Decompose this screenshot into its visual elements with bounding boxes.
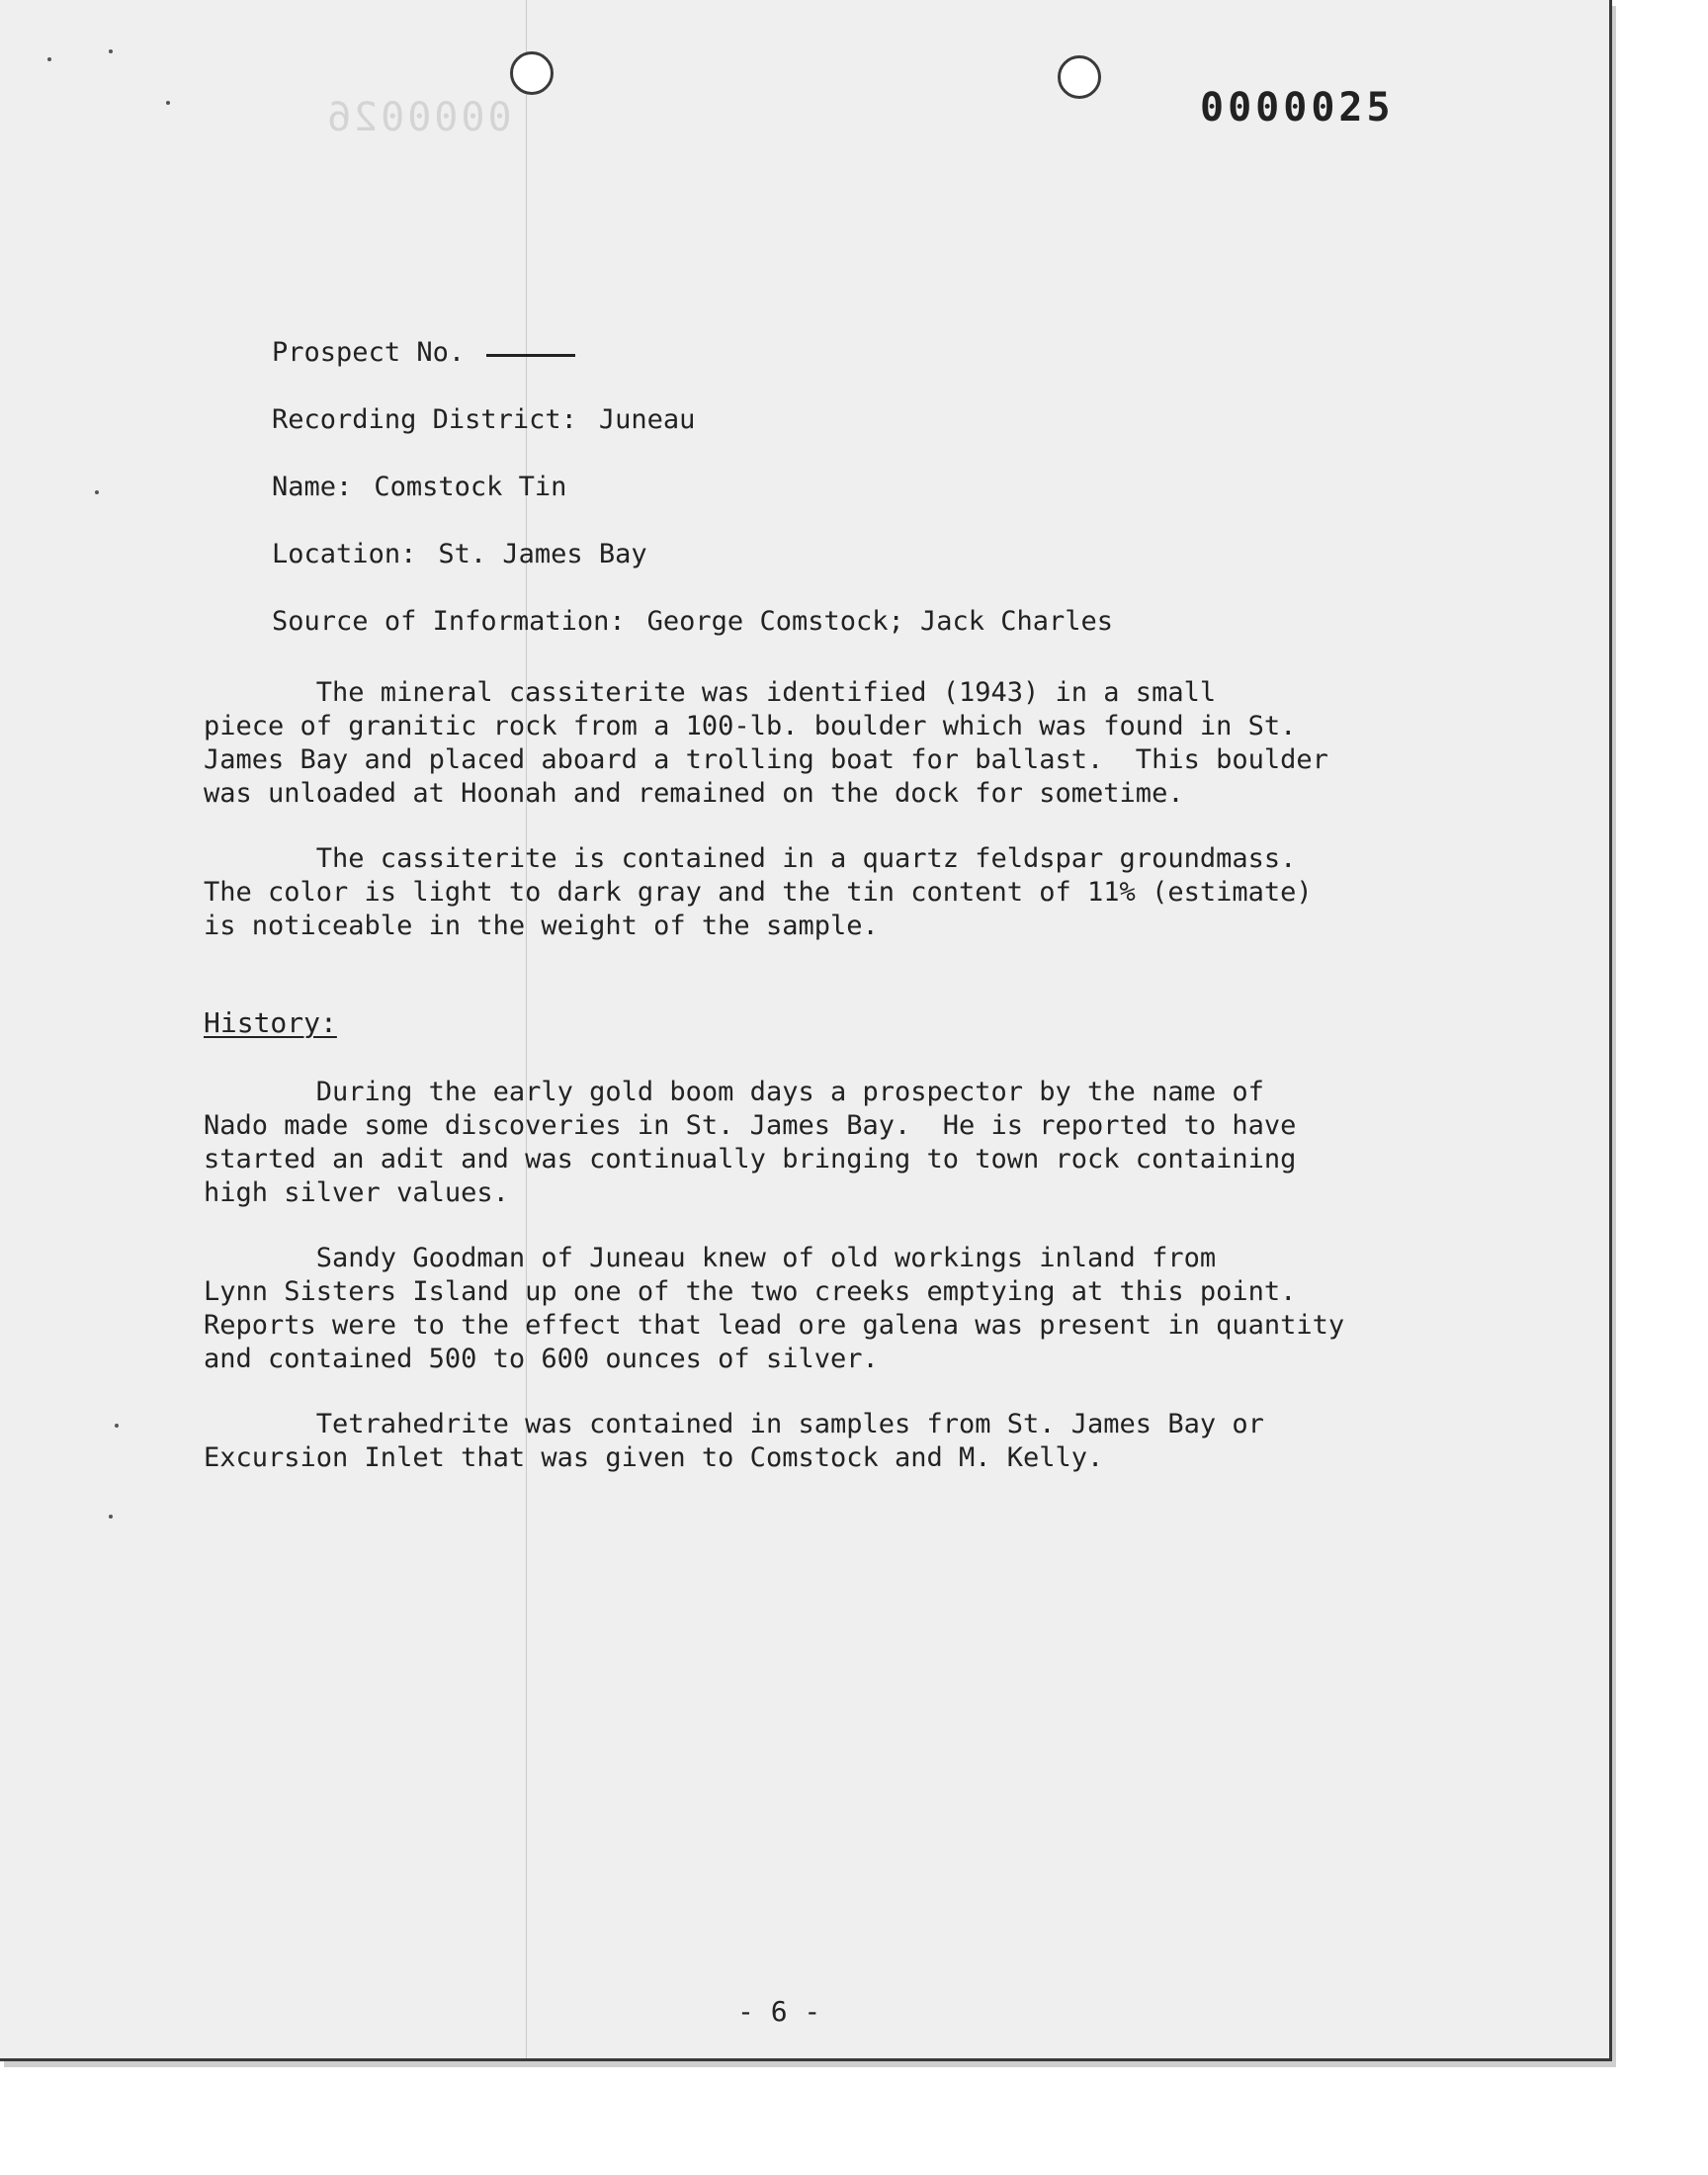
source-value: George Comstock; Jack Charles: [646, 606, 1114, 637]
body-paragraph: The mineral cassiterite was identified (1943) in a small piece of granitic rock from a 100-lb. boulder which was found in St. James Bay and placed aboard a trolling boat for ballast. This boulder was unloaded at Hoonah and remained on the dock for sometime.: [204, 677, 1328, 809]
name-label: Name:: [272, 472, 353, 502]
location-label: Location:: [272, 539, 417, 569]
scan-speck: [109, 49, 113, 53]
scan-speck: [166, 101, 170, 105]
page-number: - 6 -: [737, 1995, 821, 2028]
body-paragraph: The cassiterite is contained in a quartz feldspar groundmass. The color is light to dark gray and the tin content of 11% (estimate) is noticeable in the weight of the sample.: [204, 843, 1313, 941]
prospect-number-label: Prospect No.: [272, 337, 466, 368]
scan-speck: [109, 1515, 113, 1519]
history-paragraph: Tetrahedrite was contained in samples from St. James Bay or Excursion Inlet that was given to Comstock and M. Kelly.: [204, 1409, 1264, 1473]
scan-speck: [115, 1424, 119, 1428]
history-heading: History:: [204, 1006, 337, 1039]
recording-district-label: Recording District:: [272, 404, 577, 435]
scan-speck: [95, 490, 99, 494]
location-value: St. James Bay: [438, 539, 647, 569]
punch-hole-left: [510, 51, 554, 95]
name-value: Comstock Tin: [374, 472, 567, 502]
source-field: [208, 575, 1113, 667]
scan-speck: [47, 57, 51, 61]
recording-district-value: Juneau: [598, 404, 696, 435]
history-paragraph: During the early gold boom days a prospector by the name of Nado made some discoveries in St. James Bay. He is reported to have started an adit and was continually bringing to town rock containing high silver values.: [204, 1077, 1297, 1208]
history-paragraph: Sandy Goodman of Juneau knew of old workings inland from Lynn Sisters Island up one of the two creeks emptying at this point. Reports were to the effect that lead ore galena was present in quantity and contained 500 to 600 ounces of silver.: [204, 1243, 1345, 1374]
document-stamp-number: 0000025: [1200, 85, 1395, 130]
source-label: Source of Information:: [272, 606, 626, 637]
bleed-through-number: 0000026: [324, 95, 512, 140]
punch-hole-right: [1058, 55, 1101, 99]
prospect-number-blank: [486, 354, 575, 357]
